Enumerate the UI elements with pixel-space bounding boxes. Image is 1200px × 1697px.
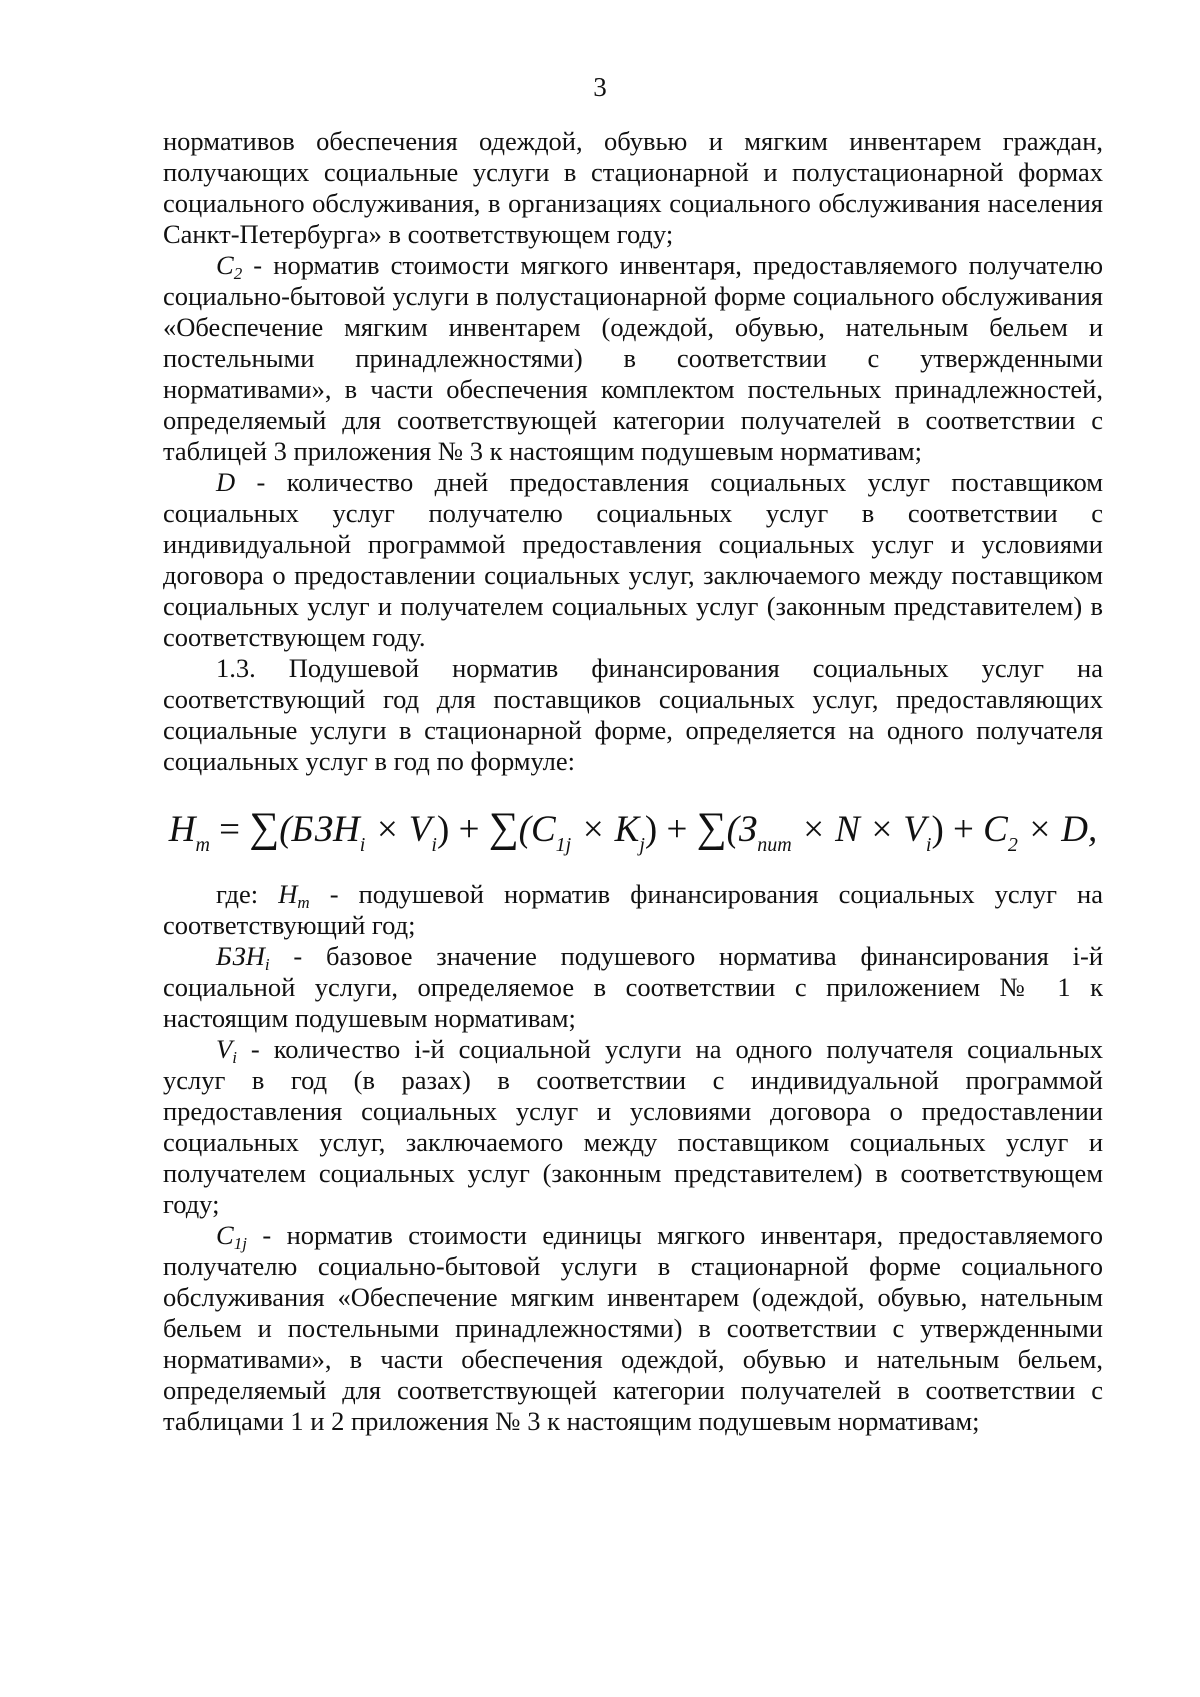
- paragraph-text: нормативов обеспечения одеждой, обувью и мягким инвентарем граждан, получающих социальные услуги в стационарной и полустационарной формах социального обслуживания, в организациях социального обслуживания населения Санкт-Петербурга» в соответствующем году;: [163, 126, 1103, 249]
- formula-plus-2: +: [657, 809, 697, 850]
- paragraph-d-definition: [163, 467, 1103, 653]
- paragraph-prefix: где:: [216, 879, 279, 909]
- symbol-hm: H: [278, 879, 298, 909]
- formula-term-2-sub: 1j: [555, 834, 572, 856]
- formula-term-1-open: (БЗН: [279, 809, 360, 850]
- formula-term-1-sub: i: [359, 834, 366, 856]
- symbol-bzn: БЗН: [216, 941, 265, 971]
- formula-term-4-tail: × D,: [1017, 809, 1098, 850]
- formula-term-3-open: (З: [726, 809, 758, 850]
- symbol-c1j-subscript: 1j: [233, 1234, 247, 1253]
- formula-equals: =: [209, 809, 250, 850]
- formula-term-4: C: [983, 809, 1008, 850]
- paragraph-c2-definition: [163, 250, 1103, 467]
- symbol-vi-subscript: i: [232, 1048, 237, 1067]
- formula-term-3-mid: × N × V: [791, 809, 926, 850]
- symbol-bzn-subscript: i: [264, 955, 270, 974]
- symbol-c2: C: [216, 250, 234, 280]
- symbol-d: D: [216, 467, 236, 497]
- formula-plus-3: +: [943, 809, 984, 850]
- paragraph-bzn-definition: [163, 941, 1103, 1034]
- symbol-c1j: C: [216, 1220, 234, 1250]
- sigma-symbol: ∑: [488, 805, 519, 851]
- formula: [163, 805, 1103, 856]
- paragraph-hm-definition: [163, 879, 1103, 941]
- formula-lhs-subscript: m: [195, 834, 210, 856]
- paragraph-text: - подушевой норматив финансирования социальных услуг на соответствующий год;: [163, 879, 1103, 940]
- sigma-symbol: ∑: [696, 805, 727, 851]
- paragraph-vi-definition: [163, 1034, 1103, 1220]
- formula-term-3-close: ): [931, 809, 944, 850]
- formula-term-2-close: ): [644, 809, 658, 850]
- formula-term-2-mid: × K: [571, 809, 640, 850]
- formula-plus-1: +: [449, 809, 489, 850]
- formula-term-1-close: ): [436, 809, 450, 850]
- formula-term-3-sub-i: i: [925, 834, 932, 856]
- symbol-hm-subscript: m: [297, 893, 310, 912]
- paragraph-text: - базовое значение подушевого норматива финансирования i-й социальной услуги, определяемое в соответствии с приложением № 1 к настоящим подушевым нормативам;: [163, 941, 1103, 1033]
- formula-term-1-mid: × V: [365, 809, 432, 850]
- paragraph-1-3: [163, 653, 1103, 777]
- paragraph-text: - количество дней предоставления социальных услуг поставщиком социальных услуг получателю социальных услуг в соответствии с индивидуальной программой предоставления социальных услуг и условиями договора о предоставлении социальных услуг, заключаемого между поставщиком социальных услуг и получателем социальных услуг (законным представителем) в соответствующем году.: [163, 467, 1103, 652]
- formula-lhs: H: [168, 809, 196, 850]
- formula-term-2-sub-j: j: [639, 834, 645, 856]
- paragraph-c1j-definition: [163, 1220, 1103, 1437]
- page-number: 3: [593, 72, 607, 102]
- formula-term-2-open: (C: [518, 809, 556, 850]
- paragraph-text: 1.3. Подушевой норматив финансирования социальных услуг на соответствующий год для поставщиков социальных услуг, предоставляющих социальные услуги в стационарной форме, определяется на одного получателя социальных услуг в год по формуле:: [163, 653, 1103, 776]
- paragraph-norms-continuation: [163, 126, 1103, 250]
- formula-term-3-sub: пит: [757, 834, 792, 856]
- sigma-symbol: ∑: [249, 805, 280, 851]
- paragraph-text: - норматив стоимости мягкого инвентаря, предоставляемого получателю социально-бытовой услуги в полустационарной форме социального обслуживания «Обеспечение мягким инвентарем (одеждой, обувью, нательным бельем и постельными принадлежностями) в соответствии с утвержденными нормативами», в части обеспечения комплектом постельных принадлежностей, определяемый для соответствующей категории получателей в соответствии с таблицей 3 приложения № 3 к настоящим подушевым нормативам;: [163, 250, 1103, 466]
- symbol-vi: V: [216, 1034, 233, 1064]
- document-body: [163, 126, 1103, 1437]
- formula-term-1-sub-2: i: [431, 834, 437, 856]
- paragraph-text: - норматив стоимости единицы мягкого инвентаря, предоставляемого получателю социально-бытовой услуги в стационарной форме социального обслуживания «Обеспечение мягким инвентарем (одеждой, обувью, нательным бельем и постельными принадлежностями) в соответствии с утвержденными нормативами», в части обеспечения одеждой, обувью и нательным бельем, определяемый для соответствующей категории получателей в соответствии с таблицами 1 и 2 приложения № 3 к настоящим подушевым нормативам;: [163, 1220, 1103, 1436]
- paragraph-text: - количество i-й социальной услуги на одного получателя социальных услуг в год (в разах) в соответствии с индивидуальной программой предоставления социальных услуг и условиями договора о предоставлении социальных услуг, заключаемого между поставщиком социальных услуг и получателем социальных услуг (законным представителем) в соответствующем году;: [163, 1034, 1103, 1219]
- symbol-c2-subscript: 2: [233, 264, 243, 283]
- formula-term-4-sub: 2: [1007, 834, 1018, 856]
